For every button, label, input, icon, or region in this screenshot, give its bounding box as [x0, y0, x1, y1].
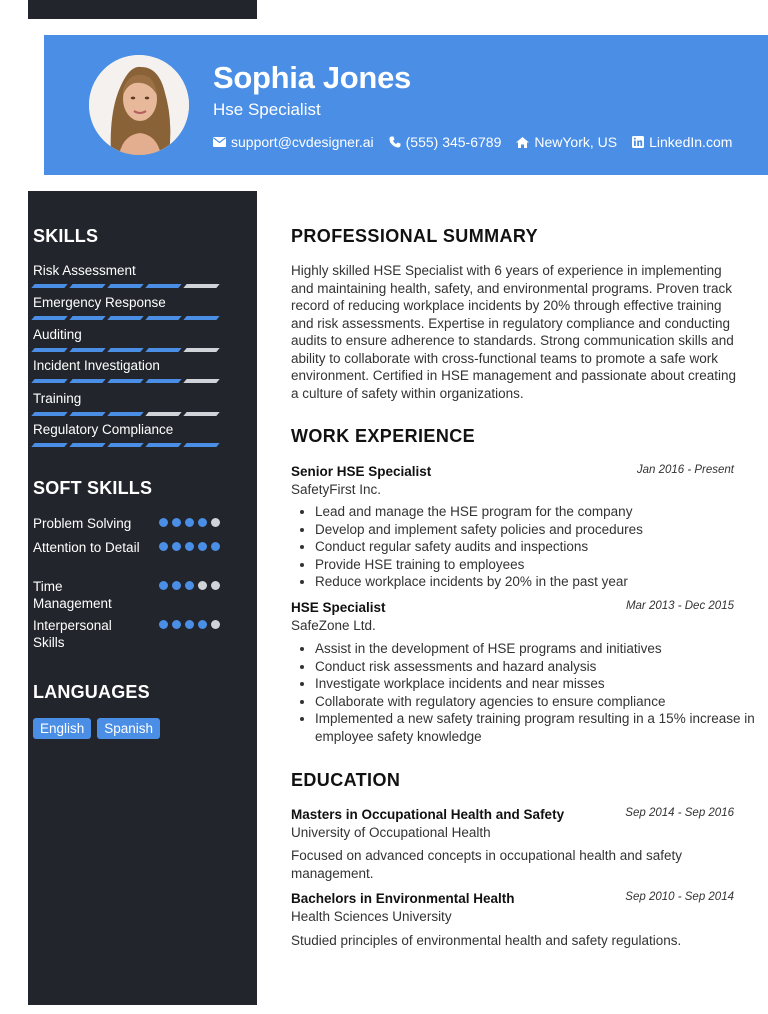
- contact-bar: [213, 133, 747, 151]
- skill-level-segment: [145, 284, 181, 288]
- rating-dot: [185, 620, 194, 629]
- skills-heading: SKILLS: [33, 226, 99, 246]
- job-bullet: • Reduce workplace incidents by 20% in the past year: [315, 573, 761, 591]
- rating-dot: [211, 620, 220, 629]
- rating-dot: [198, 542, 207, 551]
- language-badge: English: [33, 718, 91, 739]
- rating-dot: [185, 518, 194, 527]
- job-bullets: [291, 640, 761, 745]
- soft-skill-name: Time Management: [33, 579, 112, 611]
- skill-item: [33, 295, 223, 320]
- soft-skill-item: [33, 617, 223, 651]
- skill-level-segment: [69, 348, 105, 352]
- skill-name: Regulatory Compliance: [33, 422, 174, 437]
- rating-dot: [198, 581, 207, 590]
- job-role: HSE Specialist: [291, 600, 386, 615]
- rating-dot: [159, 620, 168, 629]
- skill-level-segment: [107, 348, 143, 352]
- skill-level-bar: [33, 379, 223, 383]
- soft-skill-item: [33, 515, 223, 532]
- skill-level-segment: [31, 284, 67, 288]
- skill-name: Incident Investigation: [33, 358, 160, 373]
- skill-level-segment: [107, 316, 143, 320]
- soft-skill-name: Interpersonal Skills: [33, 618, 112, 650]
- rating-dot: [172, 518, 181, 527]
- soft-skill-rating: [159, 542, 220, 551]
- degree-dates: Sep 2014 - Sep 2016: [625, 807, 734, 819]
- experience-heading: WORK EXPERIENCE: [291, 426, 476, 446]
- skill-level-segment: [69, 379, 105, 383]
- degree-description: Studied principles of environmental health and safety regulations.: [291, 933, 682, 948]
- avatar: [89, 55, 189, 155]
- language-badge: Spanish: [97, 718, 160, 739]
- contact-phone[interactable]: [389, 134, 502, 150]
- skill-name: Training: [33, 391, 82, 406]
- skill-level-segment: [69, 284, 105, 288]
- languages-heading: LANGUAGES: [33, 682, 150, 702]
- job-bullet: • Implemented a new safety training program resulting in a 15% increase in employee safety knowledge: [315, 710, 761, 745]
- skill-level-bar: [33, 316, 223, 320]
- skill-level-segment: [31, 348, 67, 352]
- job-bullet: • Provide HSE training to employees: [315, 556, 761, 574]
- school-name: University of Occupational Health: [291, 825, 491, 840]
- skill-item: [33, 327, 223, 352]
- degree-title: Bachelors in Environmental Health: [291, 891, 515, 906]
- language-list: [33, 718, 160, 739]
- job-company: SafetyFirst Inc.: [291, 482, 382, 497]
- candidate-name: Sophia Jones: [213, 60, 411, 95]
- degree-dates: Sep 2010 - Sep 2014: [625, 891, 734, 903]
- soft-skill-rating: [159, 620, 220, 629]
- skill-level-bar: [33, 443, 223, 447]
- contact-location: [516, 134, 617, 150]
- skill-item: [33, 391, 223, 416]
- soft-skills-heading: SOFT SKILLS: [33, 478, 153, 498]
- skill-level-segment: [183, 284, 219, 288]
- job-bullet: • Investigate workplace incidents and near misses: [315, 675, 761, 693]
- skill-item: [33, 263, 223, 288]
- skill-level-bar: [33, 284, 223, 288]
- skill-level-segment: [183, 412, 219, 416]
- location-text: NewYork, US: [534, 134, 618, 150]
- skill-item: [33, 422, 223, 447]
- skill-level-bar: [33, 412, 223, 416]
- skill-level-segment: [145, 316, 181, 320]
- skill-name: Risk Assessment: [33, 263, 136, 278]
- job-bullets: [291, 503, 761, 591]
- soft-skill-item: [33, 578, 223, 612]
- skill-level-segment: [183, 379, 219, 383]
- job-bullet: • Assist in the development of HSE programs and initiatives: [315, 640, 761, 658]
- job-dates: Mar 2013 - Dec 2015: [625, 600, 734, 612]
- home-icon: [516, 137, 529, 148]
- soft-skill-name: Attention to Detail: [33, 540, 140, 555]
- school-name: Health Sciences University: [291, 909, 452, 924]
- skill-level-segment: [31, 412, 67, 416]
- skill-level-segment: [31, 379, 67, 383]
- skill-level-bar: [33, 348, 223, 352]
- soft-skill-rating: [159, 581, 220, 590]
- rating-dot: [211, 542, 220, 551]
- skill-level-segment: [69, 412, 105, 416]
- skill-item: [33, 358, 223, 383]
- skill-level-segment: [69, 443, 105, 447]
- skill-level-segment: [145, 443, 181, 447]
- job-bullet: • Lead and manage the HSE program for the company: [315, 503, 761, 521]
- envelope-icon: [213, 137, 226, 147]
- summary-heading: PROFESSIONAL SUMMARY: [291, 226, 539, 246]
- skill-level-segment: [107, 443, 143, 447]
- candidate-title: Hse Specialist: [213, 100, 321, 119]
- job-bullet: • Conduct regular safety audits and inspections: [315, 538, 761, 556]
- rating-dot: [185, 581, 194, 590]
- rating-dot: [211, 581, 220, 590]
- job-bullet: • Develop and implement safety policies and procedures: [315, 521, 761, 539]
- phone-icon: [389, 136, 401, 148]
- job-company: SafeZone Ltd.: [291, 618, 376, 633]
- job-bullet: • Conduct risk assessments and hazard analysis: [315, 658, 761, 676]
- email-text: support@cvdesigner.ai: [231, 134, 374, 150]
- skill-name: Auditing: [33, 327, 82, 342]
- skill-level-segment: [145, 379, 181, 383]
- skill-level-segment: [69, 316, 105, 320]
- skill-level-segment: [107, 412, 143, 416]
- contact-email[interactable]: [213, 134, 374, 150]
- rating-dot: [185, 542, 194, 551]
- skill-level-segment: [183, 316, 219, 320]
- soft-skill-name: Problem Solving: [33, 516, 132, 531]
- skill-level-segment: [145, 348, 181, 352]
- phone-text: (555) 345-6789: [405, 134, 502, 150]
- rating-dot: [172, 620, 181, 629]
- skill-level-segment: [183, 443, 219, 447]
- soft-skill-item: [33, 539, 223, 556]
- job-role: Senior HSE Specialist: [291, 464, 432, 479]
- rating-dot: [198, 518, 207, 527]
- rating-dot: [159, 581, 168, 590]
- degree-title: Masters in Occupational Health and Safety: [291, 807, 565, 822]
- skill-level-segment: [145, 412, 181, 416]
- skill-name: Emergency Response: [33, 295, 166, 310]
- rating-dot: [172, 581, 181, 590]
- skill-level-segment: [31, 316, 67, 320]
- summary-text: Highly skilled HSE Specialist with 6 years of experience in implementing and maintaining health, safety, and environmental programs. Proven track record of reducing workplace incidents by 20% through effective training and risk assessments. Expertise in regulatory compliance and conducting audits to ensure adherence to standards. Strong communication skills and ability to collaborate with cross-functional teams to promote a safe work environment. Certified in HSE management and passionate about creating a culture of safety within organizations.: [291, 263, 737, 401]
- contact-linkedin[interactable]: [632, 134, 732, 150]
- linkedin-icon: [632, 136, 644, 148]
- education-heading: EDUCATION: [291, 770, 401, 790]
- job-bullet: • Collaborate with regulatory agencies to ensure compliance: [315, 693, 761, 711]
- soft-skill-rating: [159, 518, 220, 527]
- rating-dot: [211, 518, 220, 527]
- linkedin-text: LinkedIn.com: [649, 134, 733, 150]
- rating-dot: [198, 620, 207, 629]
- job-dates: Jan 2016 - Present: [636, 464, 734, 476]
- degree-description: Focused on advanced concepts in occupational health and safety management.: [291, 848, 683, 881]
- rating-dot: [159, 518, 168, 527]
- rating-dot: [172, 542, 181, 551]
- skill-level-segment: [107, 379, 143, 383]
- skill-level-segment: [183, 348, 219, 352]
- rating-dot: [159, 542, 168, 551]
- skill-level-segment: [107, 284, 143, 288]
- skill-level-segment: [31, 443, 67, 447]
